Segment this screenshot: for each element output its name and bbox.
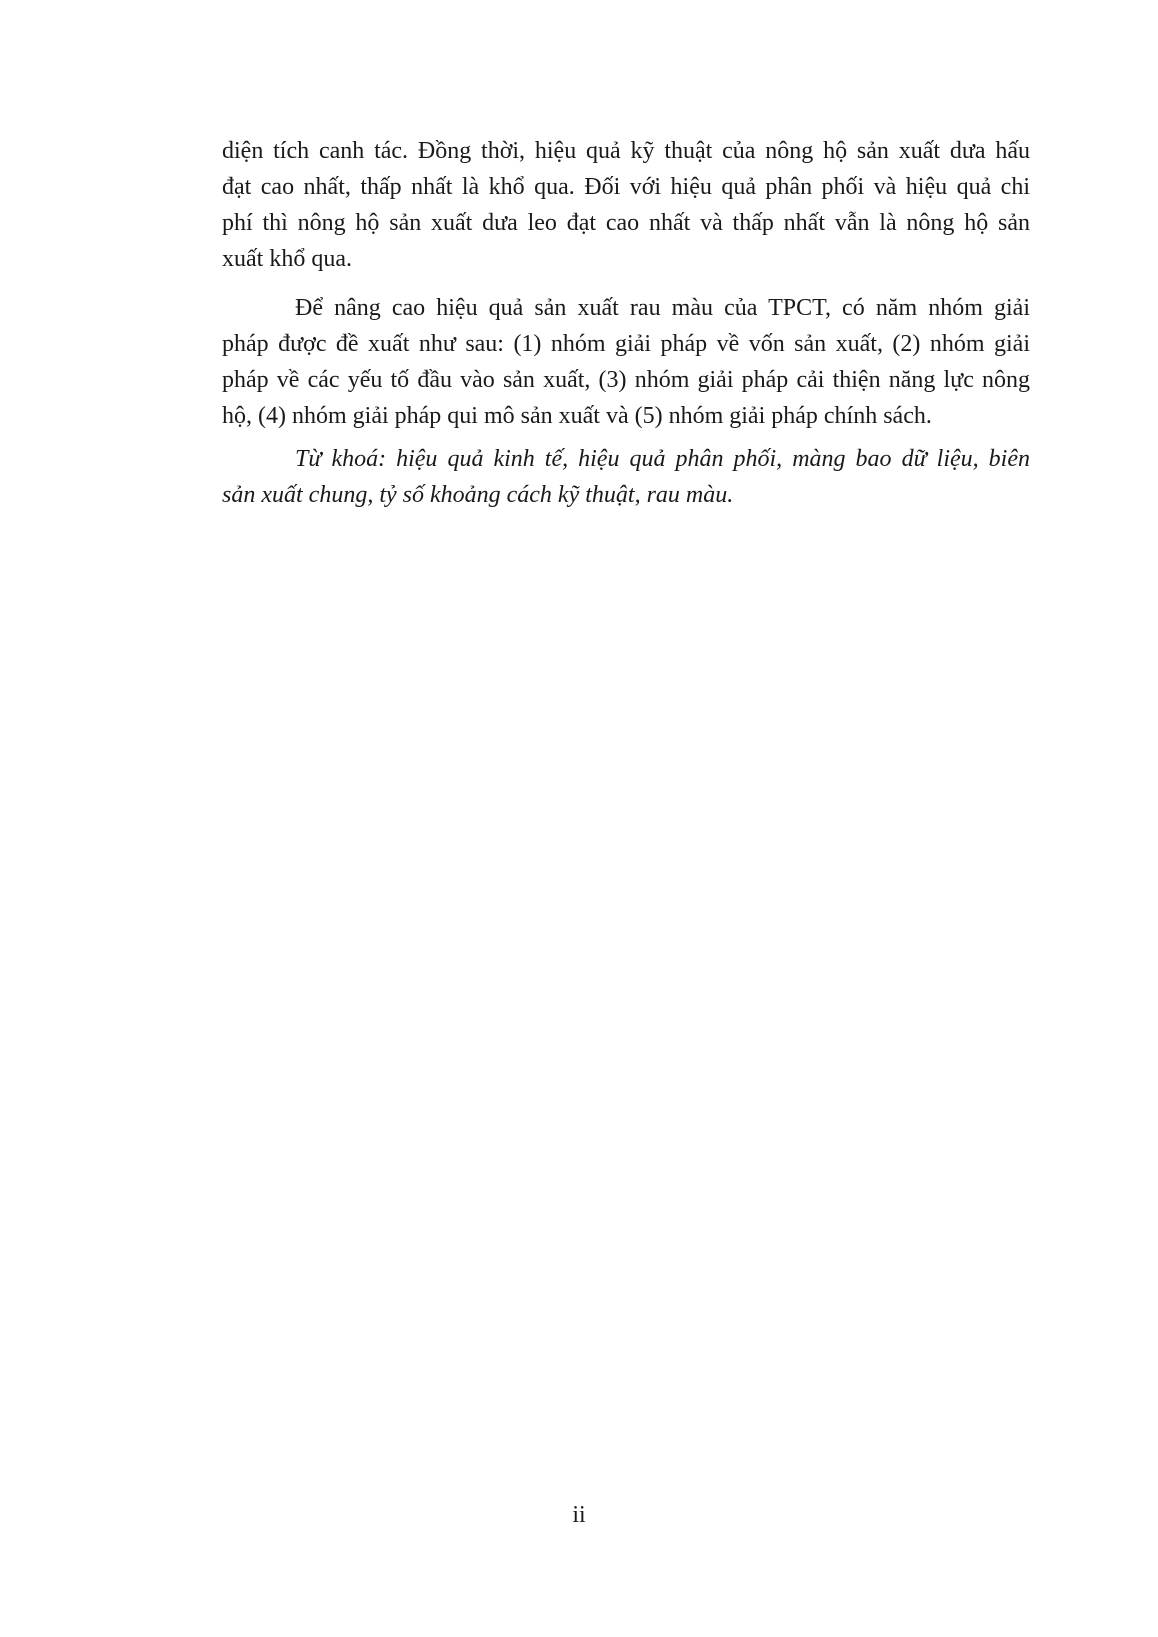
paragraph-solutions xyxy=(222,290,1030,434)
text-line: xuất khổ qua. xyxy=(222,246,352,272)
text-line: diện tích canh tác. Đồng thời, hiệu quả kỹ thuật của nông hộ sản xuất dưa hấu xyxy=(222,138,1030,164)
text-line: Để nâng cao hiệu quả sản xuất rau màu của TPCT, có năm nhóm giải xyxy=(295,295,1030,321)
text-line: sản xuất chung, tỷ số khoảng cách kỹ thuật, rau màu. xyxy=(222,482,734,508)
text-line: phí thì nông hộ sản xuất dưa leo đạt cao nhất và thấp nhất vẫn là nông hộ sản xyxy=(222,210,1030,236)
text-line: hộ, (4) nhóm giải pháp qui mô sản xuất và (5) nhóm giải pháp chính sách. xyxy=(222,403,932,429)
text-line: pháp về các yếu tố đầu vào sản xuất, (3) nhóm giải pháp cải thiện năng lực nông xyxy=(222,367,1030,393)
text-line: đạt cao nhất, thấp nhất là khổ qua. Đối với hiệu quả phân phối và hiệu quả chi xyxy=(222,174,1030,200)
page-number: ii xyxy=(572,1502,586,1528)
text-line: pháp được đề xuất như sau: (1) nhóm giải pháp về vốn sản xuất, (2) nhóm giải xyxy=(222,331,1030,357)
paragraph-keywords xyxy=(222,441,1030,513)
paragraph-results-continued xyxy=(222,133,1030,277)
text-line: Từ khoá: hiệu quả kinh tế, hiệu quả phân phối, màng bao dữ liệu, biên xyxy=(295,446,1030,472)
